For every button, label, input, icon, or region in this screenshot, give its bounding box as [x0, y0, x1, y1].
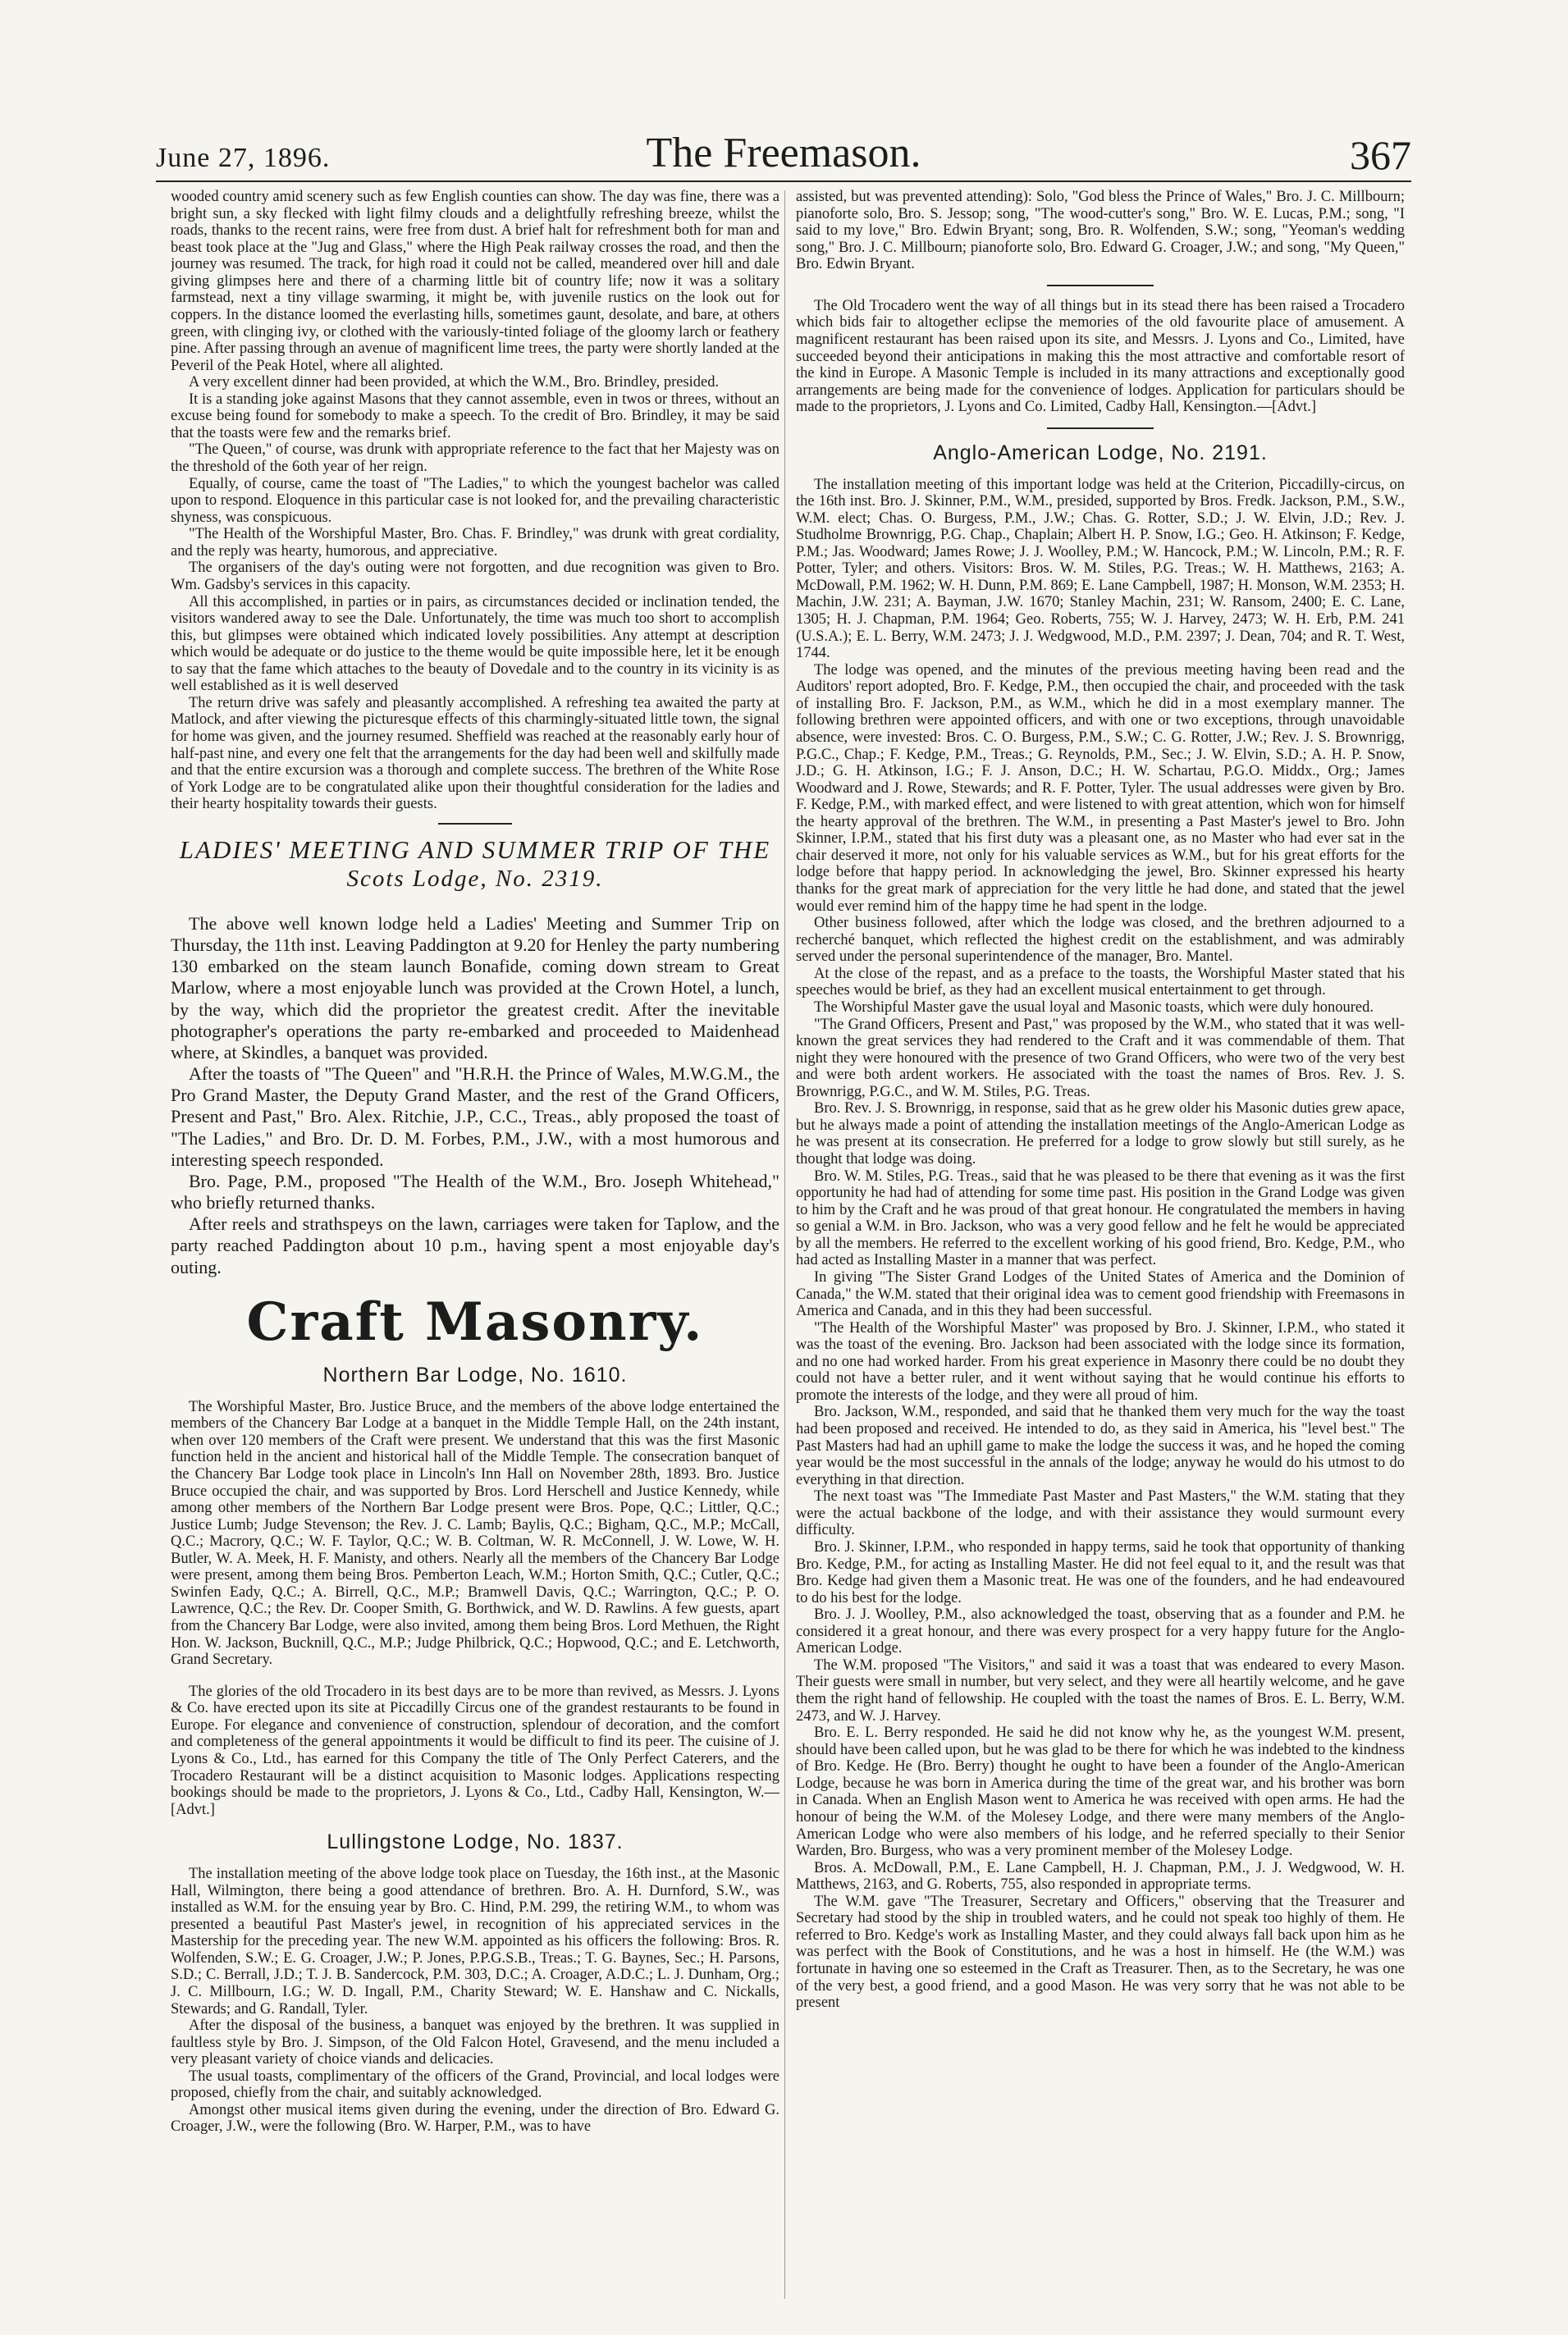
- paragraph: "The Grand Officers, Present and Past," was proposed by the W.M., who stated that it was well-known the great services they had rendered to the Craft and it was commendable of them. That night they were honoured with the presence of two Grand Officers, who were two of the very best and were both ardent workers. He associated with the toast the names of Bros. Rev. J. S. Brownrigg, P.G.C., and W. M. Stiles, P.G. Treas.: [796, 1016, 1405, 1100]
- continued-article: [171, 189, 779, 813]
- paragraph: The organisers of the day's outing were not forgotten, and due recognition was given to Bro. Wm. Gadsby's services in this capacity.: [171, 560, 779, 593]
- paragraph: The installation meeting of this important lodge was held at the Criterion, Piccadilly-circus, on the 16th inst. Bro. J. Skinner, P.M., W.M., presided, supported by Bros. Fredk. Jackson, P.M., S.W., W.M. elect; Chas. O. Burgess, P.M., J.W.; Chas. G. Rotter, S.D.; J. W. Elvin, J.D.; Rev. J. Studholme Brownrigg, P.G. Chap., Chaplain; Albert H. P. Snow, I.G.; Geo. H. Atkinson; F. Kedge, P.M.; Jas. Woodward; James Rowe; J. J. Woolley, P.M.; W. Hancock, P.M.; W. Lincoln, P.M.; R. F. Potter, Tyler; and others. Visitors: Bros. W. M. Stiles, P.G. Treas.; W. H. Matthews, 2163; A. McDowall, P.M. 1962; W. H. Dunn, P.M. 869; E. Lane Campbell, 1987; H. Monson, W.M. 2353; H. Machin, J.W. 231; A. Bayman, J.W. 1670; Stanley Machin, 231; W. Ransom, 2400; E. C. Lane, 1305; H. J. Chapman, P.M. 1964; Geo. Roberts, 755; W. J. Harvey, 2473; W. H. Erb, P.M. 241 (U.S.A.); E. L. Berry, W.M. 2473; J. J. Wedgwood, M.D., P.M. 2397; J. Dean, 704; and R. T. West, 1744.: [796, 476, 1405, 662]
- lodge-title: Lullingstone Lodge, No. 1837.: [327, 1830, 624, 1854]
- paragraph: The return drive was safely and pleasantly accomplished. A refreshing tea awaited the party at Matlock, and after viewing the picturesque effects of this charmingly-situated little town, the signal for home was given, and the journey resumed. Sheffield was reached at the reasonably early hour of half-past nine, and every one felt that the arrangements for the day had been well and skilfully made and that the entire excursion was a thorough and complete success. The brethren of the White Rose of York Lodge are to be congratulated alike upon their thoughtful consideration for the ladies and their hearty hospitality towards their guests.: [171, 694, 779, 813]
- section-divider: [1047, 285, 1154, 286]
- paragraph: A very excellent dinner had been provided, at which the W.M., Bro. Brindley, presided.: [189, 374, 720, 391]
- left-column: [171, 189, 779, 2301]
- paragraph: The above well known lodge held a Ladies' Meeting and Summer Trip on Thursday, the 11th inst. Leaving Paddington at 9.20 for Henley the party numbering 130 embarked on the steam launch Bonafide, coming down stream to Great Marlow, where a most enjoyable lunch was provided at the Crown Hotel, a lunch, by the way, which did the proprietor the greatest credit. After the inevitable photographer's operations the party re-embarked and proceeded to Maidenhead where, at Skindles, a banquet was provided.: [171, 912, 779, 1062]
- paragraph: Bro. E. L. Berry responded. He said he did not know why he, as the youngest W.M. present, should have been called upon, but he was glad to be there for which he was indebted to the kindness of Bro. Kedge. He (Bro. Berry) thought he ought to have been a founder of the Anglo-American Lodge, because he was born in America during the time of the great war, and his brother was born in Canada. When an English Mason went to America he was received with open arms. He had the honour of being the W.M. of the Molesey Lodge, and there were many members of the Anglo-American Lodge who were also members of his lodge, and he referred specially to their Senior Warden, Bro. Burgess, who was a very prominent member of the Molesey Lodge.: [796, 1725, 1405, 1860]
- paragraph: Bro. Rev. J. S. Brownrigg, in response, said that as he grew older his Masonic duties grew apace, but he always made a point of attending the installation meetings of the Anglo-American Lodge as he was present at its consecration. He preferred for a lodge to grow slowly but still surely, as he thought that lodge was doing.: [796, 1100, 1405, 1168]
- paragraph: After the disposal of the business, a banquet was enjoyed by the brethren. It was supplied in faultless style by Bro. J. Simpson, of the Old Falcon Hotel, Gravesend, and the menu included a very pleasant variety of choice viands and delicacies.: [171, 2017, 779, 2068]
- paragraph: Bros. A. McDowall, P.M., E. Lane Campbell, H. J. Chapman, P.M., J. J. Wedgwood, W. H. Matthews, 2163, and G. Roberts, 755, also responded in appropriate terms.: [796, 1859, 1405, 1894]
- masthead: [156, 123, 1411, 182]
- paragraph: Bro. Jackson, W.M., responded, and said that he thanked them very much for the way the toast had been proposed and received. He intended to do, as they said in America, his "level best." The Past Masters had had an uphill game to make the lodge the success it was, and he hoped the coming year would be the most successful in the annals of the lodge; anyway he would do his utmost to do everything in that direction.: [796, 1404, 1405, 1488]
- northern-bar-article: [171, 1364, 779, 1669]
- issue-date: June 27, 1896.: [156, 143, 331, 173]
- advertisement: [171, 1684, 779, 1819]
- paragraph: Bro. W. M. Stiles, P.G. Treas., said that he was pleased to be there that evening as it was the first opportunity he had had of attending for some time past. His position in the Grand Lodge was given to him by the Craft and he was proud of that great honour. He congratulated the members in having so genial a W.M. in Bro. Jackson, who was a very good fellow and he felt he would be appreciated by all the members. He referred to the excellent working of his good friend, Bro. Kedge, P.M., who had acted as Installing Master in a manner that was perfect.: [796, 1168, 1405, 1269]
- lodge-title: Anglo-American Lodge, No. 2191.: [933, 441, 1268, 464]
- paragraph: "The Health of the Worshipful Master" was proposed by Bro. J. Skinner, I.P.M., who stated it was the toast of the evening. Bro. Jackson had been associated with the lodge since its formation, and no one had worked harder. From his great experience in Masonry there could be no doubt they could not have a better ruler, and it went without saying that he would continue his efforts to promote the interests of the lodge, and they were all proud of him.: [796, 1319, 1405, 1404]
- ladies-meeting-article: [171, 834, 779, 1278]
- paragraph: The Worshipful Master gave the usual loyal and Masonic toasts, which were duly honoured.: [814, 998, 1374, 1016]
- anglo-american-article: [796, 442, 1405, 2012]
- article-subtitle: Scots Lodge, No. 2319.: [346, 865, 604, 892]
- paragraph: wooded country amid scenery such as few English counties can show. The day was fine, there was a bright sun, a sky flecked with light filmy clouds and a delightfully refreshing breeze, whilst the roads, thanks to the recent rains, were free from dust. A brief halt for refreshment both for man and beast took place at the "Jug and Glass," where the High Peak railway crosses the road, and then the journey was resumed. The track, for high road it could not be called, meandered over hill and dale giving glimpses here and there of a charming little bit of country life; now it was a solitary farmstead, next a tiny village swarming, it might be, with juvenile rustics on the look out for coppers. In the distance loomed the everlasting hills, sometimes gaunt, desolate, and bare, at others green, with clinging ivy, or clothed with the variously-tinted foliage of the gloomy larch or feathery pine. After passing through an avenue of magnificent lime trees, the party were shortly landed at the Peveril of the Peak Hotel, where all alighted.: [171, 189, 779, 374]
- paragraph: The Worshipful Master, Bro. Justice Bruce, and the members of the above lodge entertained the members of the Chancery Bar Lodge at a banquet in the Middle Temple Hall, on the 24th instant, when over 120 members of the Craft were present. We understand that this was the first Masonic function held in the ancient and historical hall of the Middle Temple. The consecration banquet of the Chancery Bar Lodge took place in Lincoln's Inn Hall on November 28th, 1893. Bro. Justice Bruce occupied the chair, and was supported by Bros. Lord Herschell and Justice Kennedy, while among other members of the Northern Bar Lodge present were Bros. Pope, Q.C.; Littler, Q.C.; Justice Lumb; Judge Stevenson; the Rev. J. C. Lamb; Baylis, Q.C.; Bigham, Q.C., M.P.; McCall, Q.C.; Macrory, Q.C.; W. F. Taylor, Q.C.; W. B. Coltman, W. R. McConnell, J. W. Lowe, W. H. Butler, W. A. Meek, H. F. Manisty, and others. Nearly all the members of the Chancery Bar Lodge were present, among them being Bros. Pemberton Leach, W.M.; Horton Smith, Q.C.; Cutler, Q.C.; Swinfen Eady, Q.C.; A. Birrell, Q.C., M.P.; Bramwell Davis, Q.C.; Warrington, Q.C.; P. O. Lawrence, Q.C.; the Rev. Dr. Cooper Smith, G. Borthwick, and W. D. Rawlins. A few guests, apart from the Chancery Bar Lodge, were also invited, among them being Bros. Lord Methuen, the Right Hon. W. Jackson, Bucknill, Q.C., M.P.; Judge Philbrick, Q.C.; Hopwood, Q.C.; and E. Letchworth, Grand Secretary.: [171, 1398, 779, 1669]
- advertisement: [796, 298, 1405, 416]
- publication-title: The Freemason.: [646, 130, 921, 176]
- paragraph: All this accomplished, in parties or in pairs, as circumstances decided or inclination tended, the visitors wandered away to see the Dale. Unfortunately, the time was much too short to accomplish this, but glimpses were obtained which indicated lovely possibilities. Any attempt at description which would be adequate or do justice to the theme would be quite impossible here, let it be enough to say that the fame which attaches to the beauty of Dovedale and to the country in its vicinity is as well established as it is well deserved: [171, 593, 779, 695]
- paragraph: The lodge was opened, and the minutes of the previous meeting having been read and the Auditors' report adopted, Bro. F. Kedge, P.M., then occupied the chair, and proceeded with the task of installing Bro. F. Jackson, P.M., as W.M., which he did in a most exemplary manner. The following brethren were appointed officers, and with one or two exceptions, through unavoidable absence, were invested: Bros. C. O. Burgess, P.M., S.W.; C. G. Rotter, J.W.; Rev. J. S. Brownrigg, P.G.C., Chap.; F. Kedge, P.M., Treas.; G. Reynolds, P.M., Sec.; J. W. Elvin, S.D.; A. H. P. Snow, J.D.; G. H. Atkinson, I.G.; F. J. Anson, D.C.; H. W. Schartau, P.G.O. Middx., Org.; James Woodward and J. Rowe, Stewards; and R. F. Potter, Tyler. The usual addresses were given by Bro. F. Kedge, P.M., with marked effect, and were listened to with great attention, which won for himself the hearty approval of the brethren. The W.M., in presenting a Past Master's jewel to Bro. John Skinner, I.P.M., stated that his first duty was a pleasant one, as no Master who had ever sat in the chair deserved it more, not only for his valuable services as W.M., but for his great efforts for the lodge before that happy period. In acknowledging the jewel, Bro. Skinner expressed his hearty thanks for the great mark of appreciation for the very little he had done, and stated that the jewel would ever remind him of the happy time he had spent in the lodge.: [796, 661, 1405, 915]
- right-column: [796, 189, 1405, 2301]
- paragraph: In giving "The Sister Grand Lodges of the United States of America and the Dominion of Canada," the W.M. stated that their original idea was to cement good friendship with Freemasons in America and Canada, and in this they had been successful.: [796, 1268, 1405, 1320]
- paragraph: "The Queen," of course, was drunk with appropriate reference to the fact that her Majesty was on the threshold of the 6oth year of her reign.: [171, 441, 779, 475]
- section-divider: [438, 823, 512, 825]
- paragraph: Other business followed, after which the lodge was closed, and the brethren adjourned to a recherché banquet, which reflected the highest credit on the establishment, and was admirably served under the personal superintendence of the manager, Bro. Mantel.: [796, 915, 1405, 966]
- paragraph: The usual toasts, complimentary of the officers of the Grand, Provincial, and local lodges were proposed, chiefly from the chair, and suitably acknowledged.: [171, 2068, 779, 2102]
- paragraph: Bro. J. Skinner, I.P.M., who responded in happy terms, said he took that opportunity of thanking Bro. Kedge, P.M., for acting as Installing Master. He did not feel equal to it, and the result was that Bro. Kedge had given them a Masonic treat. He was one of the founders, and he had endeavoured to do his best for the lodge.: [796, 1538, 1405, 1606]
- lodge-title: Northern Bar Lodge, No. 1610.: [322, 1363, 628, 1387]
- article-title: LADIES' MEETING AND SUMMER TRIP OF THE: [179, 834, 771, 864]
- advertisement-text: The Old Trocadero went the way of all things but in its stead there has been raised a Trocadero which bids fair to altogether eclipse the memories of the old favourite place of amusement. A magnificent restaurant has been raised upon its site, and Messrs. J. Lyons and Co., Limited, have succeeded beyond their anticipations in making this the most attractive and comfortable resort of the kind in Europe. A Masonic Temple is included in its many attractions and exceptionally good arrangements are being made for the convenience of lodges. Application for particulars should be made to the proprietors, J. Lyons and Co. Limited, Cadby Hall, Kensington.—[Advt.]: [796, 297, 1405, 416]
- paragraph: assisted, but was prevented attending): Solo, "God bless the Prince of Wales," Bro. J. C. Millbourn; pianoforte solo, Bro. S. Jessop; song, "The wood-cutter's song," Bro. W. E. Lucas, P.M.; song, "I said to my love," Bro. Edwin Bryant; song, Bro. R. Wolfenden, S.W.; song, "Yeoman's wedding song," Bro. J. C. Millbourn; pianoforte solo, Bro. Edward G. Croager, J.W.; and song, "My Queen," Bro. Edwin Bryant.: [796, 189, 1405, 273]
- paragraph: Amongst other musical items given during the evening, under the direction of Bro. Edward G. Croager, J.W., were the following (Bro. W. Harper, P.M., was to have: [171, 2101, 779, 2136]
- paragraph: The W.M. proposed "The Visitors," and said it was a toast that was endeared to every Mason. Their guests were small in number, but very select, and they were all heartily welcome, and he gave them the right hand of fellowship. He coupled with the toast the names of Bros. E. L. Berry, W.M. 2473, and W. J. Harvey.: [796, 1656, 1405, 1725]
- paragraph: The next toast was "The Immediate Past Master and Past Masters," the W.M. stating that they were the actual backbone of the lodge, and with their assistance they would surmount every difficulty.: [796, 1488, 1405, 1539]
- paragraph: Bro. Page, P.M., proposed "The Health of the W.M., Bro. Joseph Whitehead," who briefly returned thanks.: [171, 1170, 779, 1213]
- paragraph: After the toasts of "The Queen" and "H.R.H. the Prince of Wales, M.W.G.M., the Pro Grand Master, the Deputy Grand Master, and the rest of the Grand Officers, Present and Past," Bro. Alex. Ritchie, J.P., C.C., Treas., ably proposed the toast of "The Ladies," and Bro. Dr. D. M. Forbes, P.M., J.W., with a most humorous and interesting speech responded.: [171, 1063, 779, 1170]
- paragraph: The installation meeting of the above lodge took place on Tuesday, the 16th inst., at the Masonic Hall, Wilmington, there being a good attendance of brethren. Bro. A. H. Durnford, S.W., was installed as W.M. for the ensuing year by Bro. C. Hind, P.M. 299, the retiring W.M., to whom was presented a beautiful Past Master's jewel, in recognition of his appreciated services in the Mastership for the preceding year. The new W.M. appointed as his officers the following: Bros. R. Wolfenden, S.W.; E. G. Croager, J.W.; P. Jones, P.P.G.S.B., Treas.; T. G. Baynes, Sec.; H. Parsons, S.D.; C. Berrall, J.D.; T. J. B. Sandercock, P.M. 303, D.C.; A. Croager, A.D.C.; L. J. Dunham, Org.; J. C. Millbourn, I.G.; W. D. Ingall, P.M., Charity Steward; W. E. Hanshaw and C. Nickalls, Stewards; and G. Randall, Tyler.: [171, 1866, 779, 2017]
- paragraph: Equally, of course, came the toast of "The Ladies," to which the youngest bachelor was called upon to respond. Eloquence in this particular case is not looked for, and the prevailing characteristic shyness, was conspicuous.: [171, 475, 779, 526]
- paragraph: At the close of the repast, and as a preface to the toasts, the Worshipful Master stated that his speeches would be brief, as they had an excellent musical entertainment to get through.: [796, 965, 1405, 999]
- paragraph: "The Health of the Worshipful Master, Bro. Chas. F. Brindley," was drunk with great cordiality, and the reply was hearty, humorous, and appreciative.: [171, 526, 779, 560]
- lullingstone-article: [171, 1831, 779, 2136]
- paragraph: Bro. J. J. Woolley, P.M., also acknowledged the toast, observing that as a founder and P.M. he considered it a great honour, and there was every prospect for a very happy future for the Anglo-American Lodge.: [796, 1606, 1405, 1657]
- paragraph: After reels and strathspeys on the lawn, carriages were taken for Taplow, and the party reached Paddington about 10 p.m., having spent a most enjoyable day's outing.: [171, 1213, 779, 1277]
- column-rule: [784, 190, 785, 2299]
- paragraph: It is a standing joke against Masons that they cannot assemble, even in twos or threes, without an excuse being found for somebody to make a speech. To the credit of Bro. Brindley, it may be said that the toasts were few and the remarks brief.: [171, 391, 779, 441]
- advertisement-text: The glories of the old Trocadero in its best days are to be more than revived, as Messrs. J. Lyons & Co. have erected upon its site at Piccadilly Circus one of the grandest restaurants to be found in Europe. For elegance and convenience of construction, splendour of decoration, and the comfort and completeness of the general appointments it would be difficult to find its peer. The cuisine of J. Lyons & Co., Ltd., has earned for this Company the title of The Only Perfect Caterers, and the Trocadero Restaurant will be a distinct acquisition to Masonic lodges. Applications respecting bookings should be made to the proprietors, J. Lyons & Co., Ltd., Cadby Hall, Kensington, W.—[Advt.]: [171, 1683, 779, 1818]
- paragraph: The W.M. gave "The Treasurer, Secretary and Officers," observing that the Treasurer and Secretary had stood by the ship in troubled waters, and he could not speak too highly of them. He referred to Bro. Kedge's work as Installing Master, and they could always fall back upon him as he was perfect with the Book of Constitutions, and he was a host in himself. He (the W.M.) was fortunate in having one so esteemed in the Craft as Treasurer. Then, as to the Secretary, he was one of the very best, a good friend, and a good Mason. He was very sorry that he was not able to be present: [796, 1893, 1405, 2012]
- section-heading: Craft Masonry.: [246, 1291, 704, 1353]
- page-number: 367: [1350, 132, 1411, 178]
- section-divider: [1047, 427, 1154, 429]
